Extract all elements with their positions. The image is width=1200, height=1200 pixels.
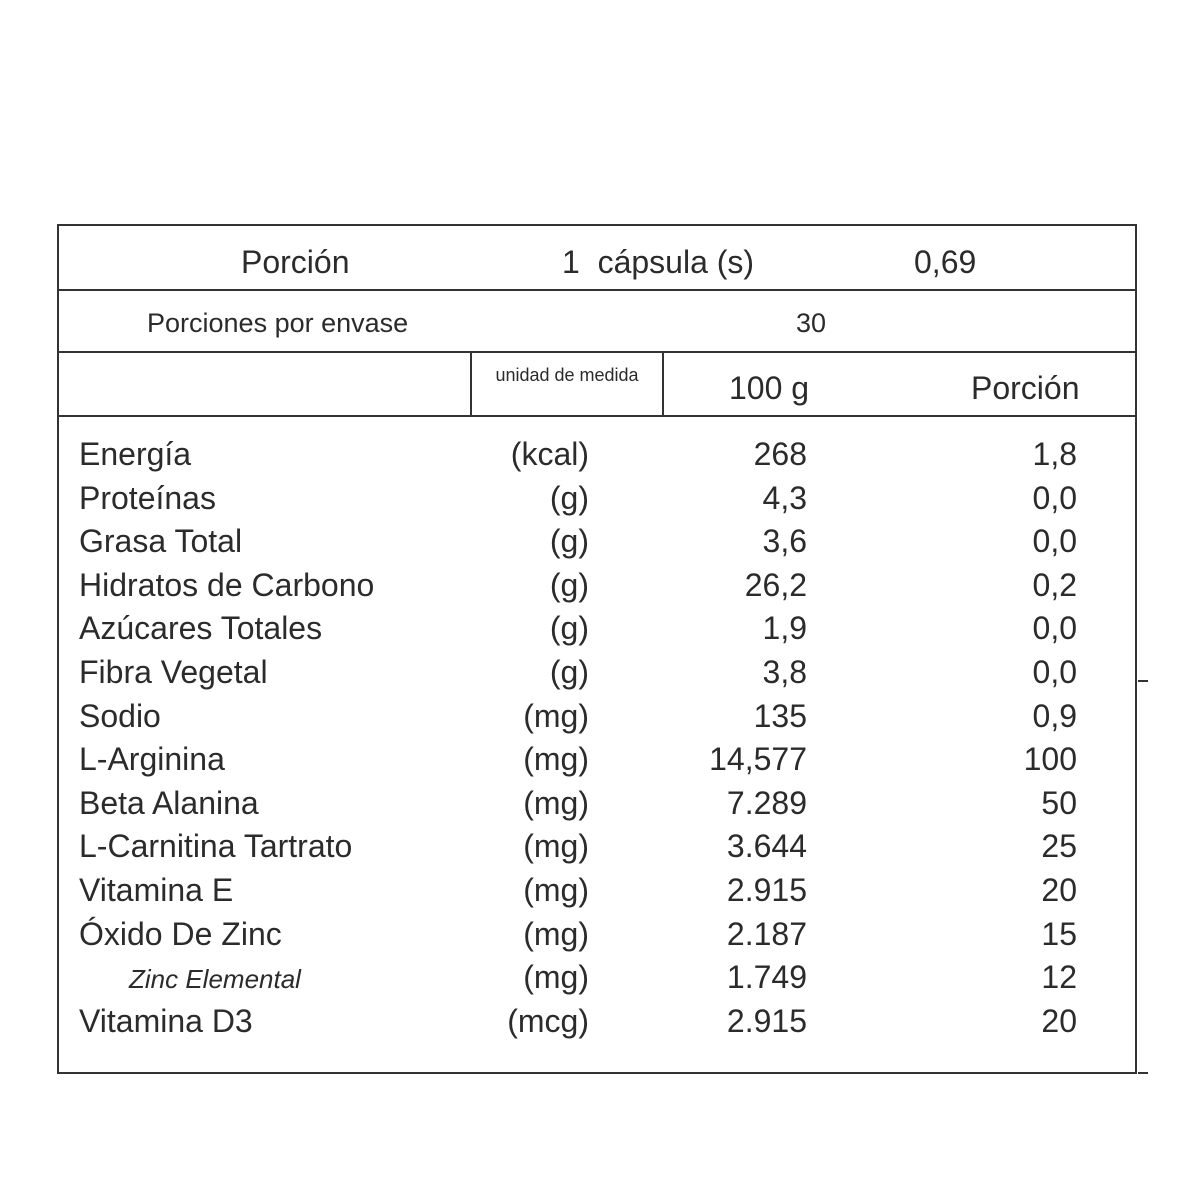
nutrient-per-portion: 20	[1041, 1002, 1077, 1039]
nutrient-row	[59, 868, 1135, 911]
nutrient-name: Sodio	[79, 697, 161, 734]
nutrient-row	[59, 650, 1135, 693]
column-divider	[662, 353, 664, 415]
nutrient-per-portion: 20	[1041, 872, 1077, 908]
nutrient-unit: (g)	[549, 654, 589, 690]
nutrient-per-100g: 3,6	[762, 523, 807, 560]
column-header-100g: 100 g	[729, 370, 810, 406]
edge-tick	[1138, 680, 1148, 682]
nutrient-per-100g: 3.644	[726, 828, 807, 865]
nutrient-unit: (g)	[549, 566, 589, 603]
nutrient-unit: (mg)	[523, 959, 589, 996]
nutrient-unit: (g)	[549, 610, 589, 647]
nutrient-per-portion: 0,0	[1032, 610, 1077, 647]
nutrient-row	[59, 781, 1135, 824]
nutrient-name: Grasa Total	[79, 523, 243, 560]
nutrient-row	[59, 737, 1135, 780]
nutrient-unit: (mcg)	[507, 1002, 589, 1039]
nutrient-name: Óxido De Zinc	[79, 915, 282, 952]
nutrient-unit: (mg)	[523, 697, 589, 734]
nutrient-per-100g: 7.289	[726, 784, 807, 821]
nutrient-row	[59, 606, 1135, 649]
nutrient-name: L-Carnitina Tartrato	[79, 828, 353, 865]
nutrient-per-portion: 0,0	[1032, 654, 1077, 690]
nutrient-per-portion: 0,2	[1032, 566, 1077, 603]
nutrient-unit: (mg)	[523, 872, 589, 908]
nutrient-per-portion: 0,9	[1032, 697, 1077, 734]
nutrient-unit: (mg)	[523, 828, 589, 865]
serving-label: Porción	[241, 244, 350, 280]
column-header-portion: Porción	[971, 370, 1080, 406]
nutrient-unit: (kcal)	[510, 436, 589, 472]
nutrient-name: Zinc Elemental	[129, 964, 301, 995]
nutrient-unit: (mg)	[523, 741, 589, 778]
nutrient-name: Energía	[79, 436, 192, 472]
nutrient-name: Vitamina E	[79, 872, 234, 908]
nutrient-unit: (g)	[549, 479, 589, 516]
nutrient-per-100g: 268	[753, 436, 807, 472]
divider	[59, 289, 1135, 291]
nutrient-per-100g: 1.749	[726, 959, 807, 996]
serving-amount: 1 cápsula (s)	[562, 244, 755, 280]
nutrient-per-portion: 100	[1023, 741, 1077, 778]
nutrient-per-100g: 135	[753, 697, 807, 734]
divider	[59, 351, 1135, 353]
nutrient-row	[59, 563, 1135, 606]
nutrient-row	[59, 519, 1135, 562]
nutrient-per-100g: 2.915	[726, 872, 807, 908]
nutrient-per-100g: 3,8	[762, 654, 807, 690]
nutrient-per-portion: 0,0	[1032, 523, 1077, 560]
nutrient-name: Azúcares Totales	[79, 610, 323, 647]
nutrient-row	[59, 824, 1135, 867]
servings-per-container-label: Porciones por envase	[147, 308, 409, 338]
nutrient-per-portion: 25	[1041, 828, 1077, 865]
nutrient-name: Proteínas	[79, 479, 216, 516]
edge-tick	[1138, 1072, 1148, 1074]
nutrient-unit: (g)	[549, 523, 589, 560]
nutrient-per-100g: 1,9	[762, 610, 807, 647]
nutrient-per-portion: 15	[1041, 915, 1077, 952]
nutrient-row	[59, 955, 1135, 998]
nutrient-name: Vitamina D3	[79, 1002, 253, 1039]
nutrient-per-portion: 50	[1041, 784, 1077, 821]
column-header-unit: unidad de medida	[495, 365, 639, 385]
nutrient-per-portion: 12	[1041, 959, 1077, 996]
servings-per-container-value: 30	[796, 308, 827, 338]
divider	[59, 415, 1135, 417]
column-divider	[470, 353, 472, 415]
nutrient-per-100g: 2.915	[726, 1002, 807, 1039]
nutrient-per-100g: 26,2	[744, 566, 807, 603]
nutrition-table	[57, 224, 1137, 1074]
nutrient-name: Hidratos de Carbono	[79, 566, 375, 603]
nutrient-unit: (mg)	[523, 915, 589, 952]
nutrient-per-100g: 14,577	[709, 741, 807, 778]
nutrient-name: Beta Alanina	[79, 784, 259, 821]
nutrient-unit: (mg)	[523, 784, 589, 821]
nutrient-per-100g: 2.187	[726, 915, 807, 952]
nutrient-row	[59, 432, 1135, 475]
nutrient-name: Fibra Vegetal	[79, 654, 268, 690]
nutrient-row	[59, 999, 1135, 1042]
nutrient-per-portion: 1,8	[1032, 436, 1077, 472]
nutrient-name: L-Arginina	[79, 741, 225, 778]
nutrient-row	[59, 912, 1135, 955]
nutrient-per-100g: 4,3	[762, 479, 807, 516]
serving-weight: 0,69	[914, 244, 977, 280]
nutrient-row	[59, 476, 1135, 519]
nutrient-per-portion: 0,0	[1032, 479, 1077, 516]
nutrient-row	[59, 694, 1135, 737]
